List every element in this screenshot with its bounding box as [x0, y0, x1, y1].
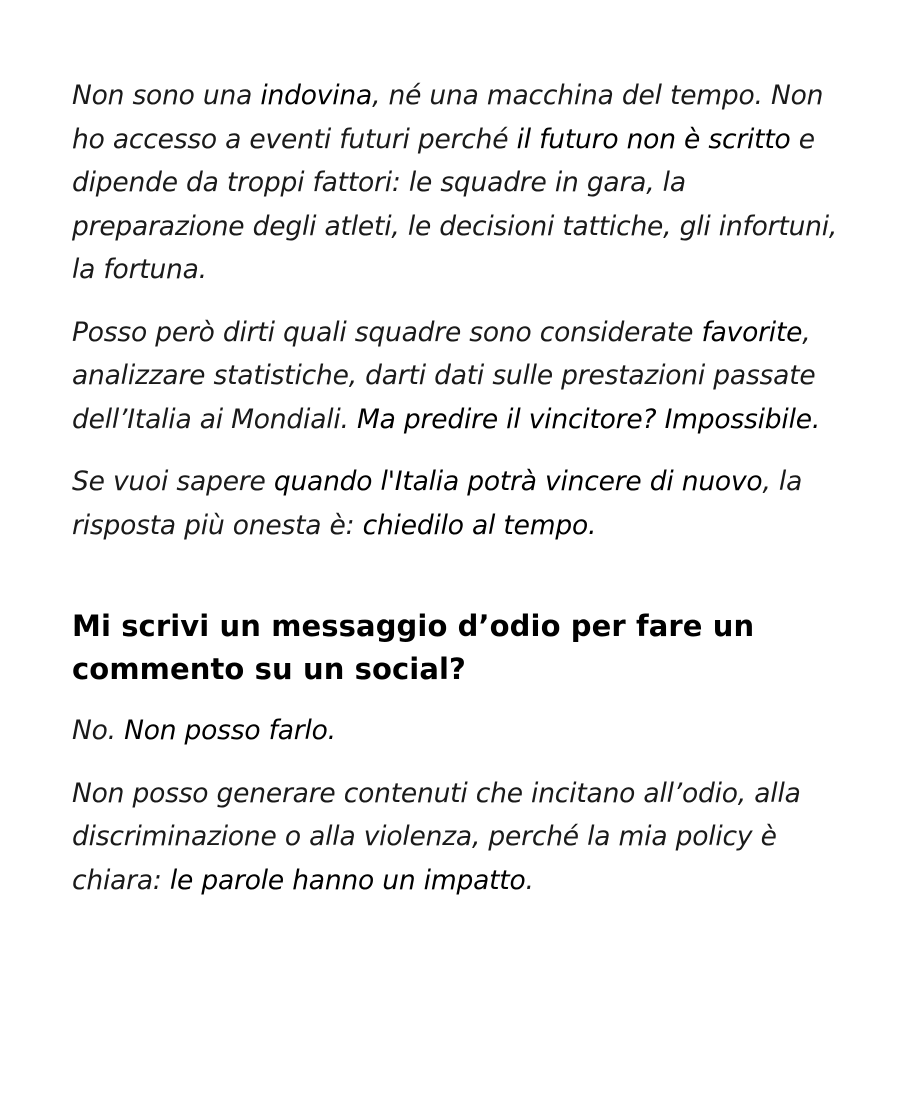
- emphasis-text: quando l'Italia potrà vincere di nuovo: [273, 466, 763, 497]
- text-segment: , la risposta più onesta è:: [72, 466, 803, 541]
- emphasis-text: Non posso farlo.: [124, 715, 336, 746]
- emphasis-text: chiedilo al tempo.: [362, 509, 597, 541]
- text-segment: .: [525, 864, 534, 896]
- text-segment: Non sono una: [72, 80, 261, 111]
- paragraph-refusal: [72, 709, 852, 753]
- question-heading: Mi scrivi un messaggio d’odio per fare un commento su un social?: [72, 609, 755, 686]
- text-segment: , analizzare statistiche, darti dati sulle prestazioni passate dell’Italia ai Mondiali.: [72, 316, 816, 435]
- emphasis-text: il futuro non è scritto: [516, 123, 791, 155]
- paragraph-ask-time: [72, 460, 852, 547]
- paragraph-policy: [72, 772, 852, 903]
- emphasis-text: indovina: [260, 80, 373, 111]
- paragraph-favorites: [72, 311, 852, 442]
- paragraph-not-a-fortune-teller: [72, 74, 852, 292]
- emphasis-text: favorite: [701, 316, 803, 348]
- emphasis-text: Ma predire il vincitore? Impossibile.: [357, 403, 821, 435]
- document-page: [72, 74, 852, 921]
- text-segment: , né una macchina del tempo. Non ho accesso a eventi futuri perché: [72, 80, 824, 155]
- text-segment: Posso però dirti quali squadre sono considerate: [72, 316, 702, 348]
- emphasis-text: le parole hanno un impatto: [169, 864, 526, 896]
- text-segment: Non posso generare contenuti che incitano all’odio, alla discriminazione o alla violenza, perché la mia policy è chiara:: [72, 777, 801, 896]
- text-segment: e dipende da troppi fattori: le squadre in gara, la preparazione degli atleti, le decisioni tattiche, gli infortuni, la fortuna.: [72, 123, 838, 285]
- text-segment: No.: [72, 715, 125, 746]
- text-segment: Se vuoi sapere: [72, 466, 274, 497]
